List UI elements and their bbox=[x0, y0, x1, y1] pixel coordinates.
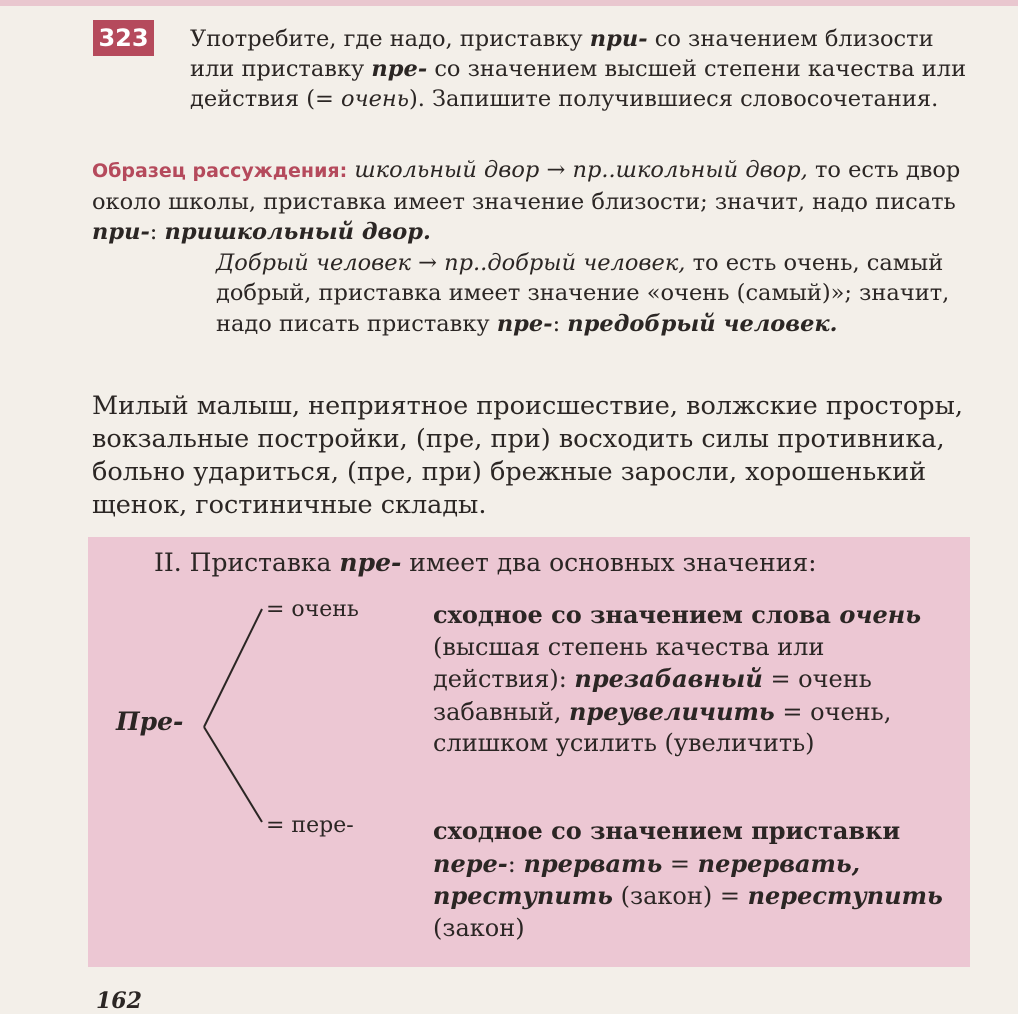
branch-label-pere: = пере- bbox=[266, 813, 354, 838]
rule-heading: II. Приставка пре- имеет два основных значения: bbox=[154, 548, 817, 577]
rule-box bbox=[88, 537, 970, 967]
meaning-very: сходное со значением слова очень (высшая степень качества или действия): презабавный = очень забавный, преувеличить = очень, слишком усилить (увеличить) bbox=[433, 600, 922, 757]
page-top-strip bbox=[0, 0, 1018, 6]
sample-reasoning: Образец рассуждения: школьный двор → пр..школьный двор, то есть двор около школы, приставка имеет значение близости; значит, надо писать при-: пришкольный двор. Добрый человек → пр..добрый человек, то есть очень, самый добрый, приставка имеет значение «очень (самый)»; значит, надо писать приставку пре-: предобрый человек. bbox=[92, 157, 961, 337]
branch-label-very: = очень bbox=[266, 597, 359, 622]
exercise-number-badge: 323 bbox=[93, 20, 154, 56]
exercise-word-list: Милый малыш, неприятное происшествие, волжские просторы, вокзальные постройки, (пре, при) восходить силы противника, больно удариться, (пре, при) брежные заросли, хорошенький щенок, гостиничные склады. bbox=[92, 391, 963, 520]
prefix-root-label: Пре- bbox=[116, 707, 184, 736]
task-text: Употребите, где надо, приставку при- со значением близости или приставку пре- со значением высшей степени качества или действия (= очень). Запишите получившиеся словосочетания. bbox=[190, 26, 967, 112]
meaning-pere: сходное со значением приставки пере-: прервать = перервать, преступить (закон) = переступить (закон) bbox=[433, 816, 943, 942]
sample-label: Образец рассуждения: bbox=[92, 160, 348, 182]
page-number: 162 bbox=[96, 988, 142, 1014]
